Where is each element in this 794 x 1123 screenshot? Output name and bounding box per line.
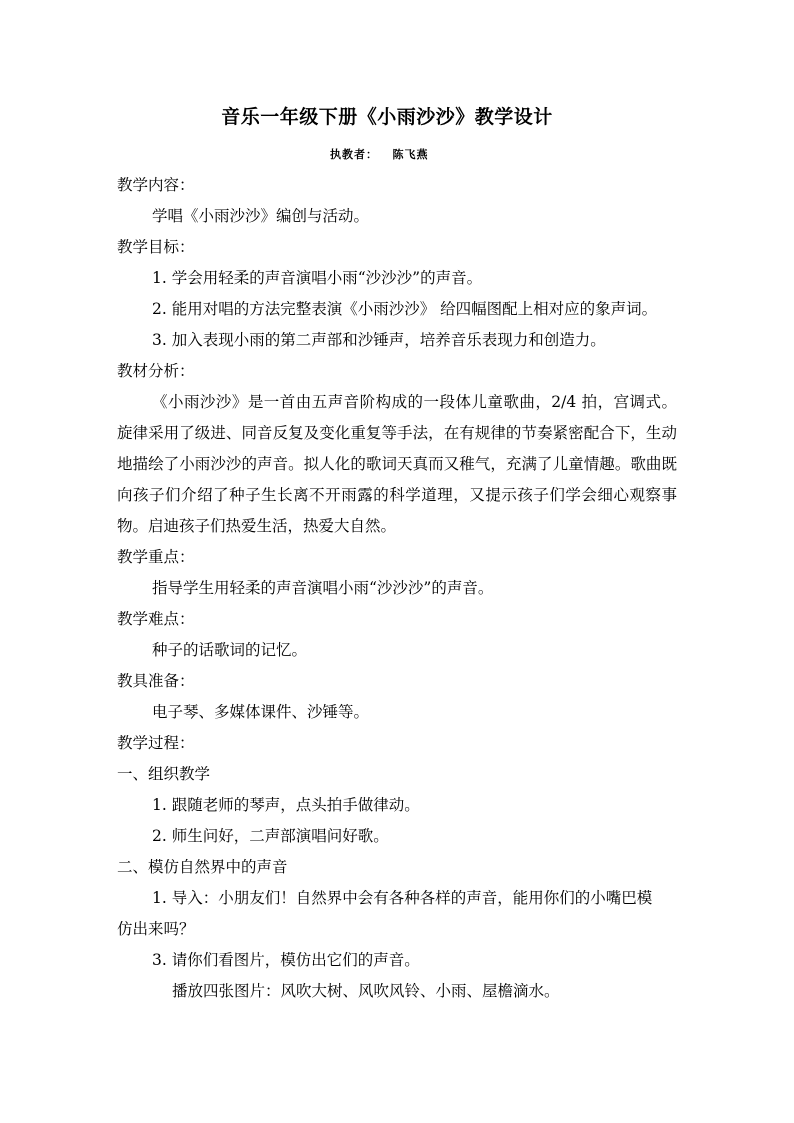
part1-item: 1. 跟随老师的琴声，点头拍手做律动。 [152, 796, 420, 814]
difficulty-text: 种子的话歌词的记忆。 [152, 641, 308, 659]
key-heading: 教学重点： [117, 548, 195, 566]
goals-heading: 教学目标： [117, 238, 195, 256]
tools-heading: 教具准备： [117, 672, 195, 690]
tools-text: 电子琴、多媒体课件、沙锤等。 [152, 703, 370, 721]
part1-heading: 一、组织教学 [117, 765, 211, 783]
part2-item3: 3. 请你们看图片，模仿出它们的声音。 [152, 951, 420, 969]
analysis-heading: 教材分析： [117, 362, 195, 380]
part2-heading: 二、模仿自然界中的声音 [117, 858, 288, 876]
part1-item: 2. 师生问好，二声部演唱问好歌。 [152, 827, 389, 845]
part2-item1-line2: 仿出来吗？ [117, 920, 195, 938]
part2-item1-line1: 1. 导入：小朋友们！自然界中会有各种各样的声音，能用你们的小嘴巴模 [152, 889, 653, 907]
key-text: 指导学生用轻柔的声音演唱小雨“沙沙沙”的声音。 [152, 579, 494, 597]
document-body [117, 170, 677, 1007]
part2-item3-sub: 播放四张图片：风吹大树、风吹风铃、小雨、屋檐滴水。 [172, 982, 560, 1000]
content-text: 学唱《小雨沙沙》编创与活动。 [152, 207, 370, 225]
analysis-text: 《小雨沙沙》是一首由五声音阶构成的一段体儿童歌曲，2/4 拍，宫调式。旋律采用了级进、同音反复及变化重复等手法，在有规律的节奏紧密配合下，生动地描绘了小雨沙沙的声音。拟人化的歌词天真而又稚气，充满了儿童情趣。歌曲既向孩子们介绍了种子生长离不开雨露的科学道理，又提示孩子们学会细心观察事物。启迪孩子们热爱生活，热爱大自然。 [117, 393, 677, 535]
document-title: 音乐一年级下册《小雨沙沙》教学设计 [221, 106, 553, 128]
content-heading: 教学内容： [117, 176, 195, 194]
process-heading: 教学过程： [117, 734, 195, 752]
author-line: 执教者： 陈飞燕 [330, 148, 429, 161]
goal-item: 2. 能用对唱的方法完整表演《小雨沙沙》 给四幅图配上相对应的象声词。 [152, 300, 658, 318]
goal-item: 3. 加入表现小雨的第二声部和沙锤声，培养音乐表现力和创造力。 [152, 331, 606, 349]
goal-item: 1. 学会用轻柔的声音演唱小雨“沙沙沙”的声音。 [152, 269, 483, 287]
difficulty-heading: 教学难点： [117, 610, 195, 628]
